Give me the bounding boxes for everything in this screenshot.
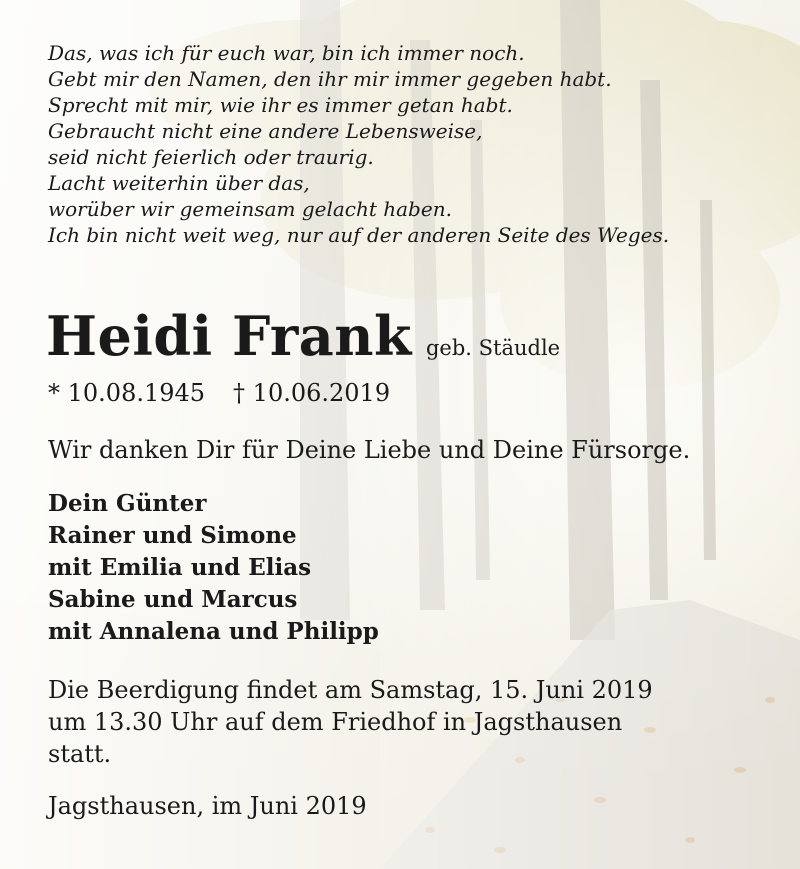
life-dates [48,378,390,408]
death-date: † 10.06.2019 [233,379,391,407]
deceased-name: Heidi Frank [46,304,412,368]
funeral-line: statt. [48,740,112,768]
family-member: mit Emilia und Elias [48,554,312,581]
funeral-announcement [48,674,653,770]
deceased-name-row [46,306,560,366]
poem-line: Lacht weiterhin über das, [48,171,310,195]
thanks-message: Wir danken Dir für Deine Liebe und Deine Fürsorge. [48,436,691,464]
family-member: Sabine und Marcus [48,586,298,613]
family-member: Rainer und Simone [48,522,297,549]
poem-line: Gebt mir den Namen, den ihr mir immer gegeben habt. [48,67,612,91]
poem-line: Das, was ich für euch war, bin ich immer noch. [48,41,525,65]
poem [48,40,669,248]
family-member: Dein Günter [48,490,207,517]
funeral-line: Die Beerdigung findet am Samstag, 15. Juni 2019 [48,676,653,704]
poem-line: Ich bin nicht weit weg, nur auf der anderen Seite des Weges. [48,223,670,247]
poem-line: Sprecht mit mir, wie ihr es immer getan habt. [48,93,513,117]
place-and-date: Jagsthausen, im Juni 2019 [48,792,367,820]
family-member: mit Annalena und Philipp [48,618,379,645]
poem-line: worüber wir gemeinsam gelacht haben. [48,197,452,221]
birth-date: * 10.08.1945 [48,379,206,407]
family-signatures [48,488,379,648]
funeral-line: um 13.30 Uhr auf dem Friedhof in Jagsthausen [48,708,623,736]
poem-line: seid nicht feierlich oder traurig. [48,145,374,169]
maiden-name: geb. Stäudle [425,336,561,360]
poem-line: Gebraucht nicht eine andere Lebensweise, [48,119,483,143]
